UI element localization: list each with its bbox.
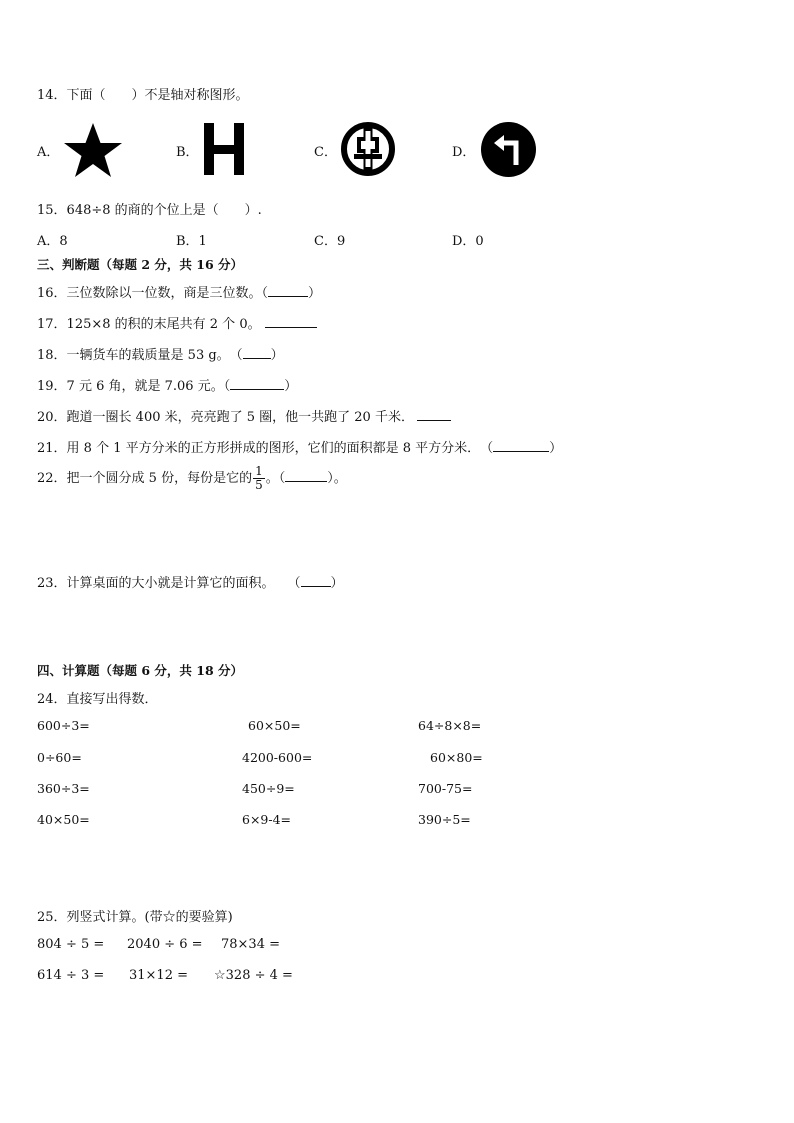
vertical-calc-item: 78×34 = — [221, 937, 281, 952]
calc-item: 700-75= — [418, 781, 473, 796]
section-3-title: 三、判断题（每题 2 分，共 16 分） — [37, 257, 244, 272]
q21-text: 21．用 8 个 1 平方分米的正方形拼成的图形，它们的面积都是 8 平方分米． （ — [37, 441, 494, 456]
vertical-calc-item: ☆328 ÷ 4 = — [214, 968, 293, 983]
calc-item: 60×50= — [248, 718, 301, 733]
q18 — [37, 344, 284, 363]
q21 — [37, 437, 562, 456]
q14-option-a-label: A． — [37, 145, 60, 160]
q23 — [37, 572, 344, 591]
q22-close: ）。 — [327, 471, 347, 486]
vertical-calc-item: 31×12 = — [129, 968, 189, 983]
q19-close: ） — [284, 379, 298, 394]
q17 — [37, 313, 317, 332]
q23-close: ） — [330, 576, 344, 591]
calc-item: 450÷9= — [242, 781, 295, 796]
q15-option-b: B．1 — [176, 234, 207, 249]
calc-item: 6×9-4= — [242, 812, 292, 827]
q22-text: 22．把一个圆分成 5 份，每份是它的 — [37, 471, 253, 486]
calc-item: 0÷60= — [37, 750, 82, 765]
q19 — [37, 375, 297, 394]
q15-option-c: C．9 — [314, 234, 346, 249]
calc-item: 40×50= — [37, 812, 90, 827]
calc-item: 360÷3= — [37, 781, 90, 796]
fraction-one-fifth — [253, 465, 265, 492]
fraction-numerator: 1 — [255, 464, 263, 478]
star-icon — [62, 122, 124, 178]
q15-text: 15．648÷8 的商的个位上是（ ）. — [37, 203, 262, 218]
calc-item: 390÷5= — [418, 812, 471, 827]
vertical-calc-item: 804 ÷ 5 = — [37, 937, 105, 952]
q16-text: 16．三位数除以一位数，商是三位数。（ — [37, 286, 269, 301]
turn-left-sign-icon — [480, 121, 537, 178]
q23-text: 23．计算桌面的大小就是计算它的面积。 （ — [37, 576, 301, 591]
q22 — [37, 465, 347, 492]
q15-option-a: A．8 — [37, 234, 68, 249]
q18-close: ） — [270, 348, 284, 363]
vertical-calc-item: 2040 ÷ 6 = — [127, 937, 203, 952]
answer-blank[interactable] — [493, 439, 549, 452]
q24-text: 24．直接写出得数． — [37, 692, 158, 707]
vertical-calc-item: 614 ÷ 3 = — [37, 968, 105, 983]
answer-blank[interactable] — [417, 408, 451, 421]
calc-item: 60×80= — [430, 750, 483, 765]
q15-option-d: D．0 — [452, 234, 484, 249]
answer-blank[interactable] — [230, 377, 284, 390]
q14-text: 14．下面（ ）不是轴对称图形。 — [37, 88, 249, 103]
q19-text: 19．7 元 6 角，就是 7.06 元。（ — [37, 379, 231, 394]
q18-text: 18．一辆货车的载质量是 53 g。 （ — [37, 348, 243, 363]
q21-close: ） — [549, 441, 563, 456]
calc-item: 600÷3= — [37, 718, 90, 733]
q14-option-c-label: C． — [314, 145, 337, 160]
q20-text: 20．跑道一圈长 400 米，亮亮跑了 5 圈，他一共跑了 20 千米． — [37, 410, 414, 425]
q16 — [37, 282, 321, 301]
q20 — [37, 406, 451, 425]
answer-blank[interactable] — [243, 346, 271, 359]
bank-logo-icon — [340, 121, 396, 177]
letter-h-icon — [201, 122, 247, 176]
answer-blank[interactable] — [268, 284, 308, 297]
calc-item: 4200-600= — [242, 750, 313, 765]
fraction-denominator: 5 — [255, 478, 263, 492]
answer-blank[interactable] — [265, 315, 317, 328]
answer-blank[interactable] — [285, 469, 327, 482]
calc-item: 64÷8×8= — [418, 718, 482, 733]
q22-open: 。（ — [265, 471, 286, 486]
q16-close: ） — [308, 286, 322, 301]
q25-text: 25．列竖式计算。(带☆的要验算) — [37, 910, 233, 925]
section-4-title: 四、计算题（每题 6 分，共 18 分） — [37, 663, 244, 678]
answer-blank[interactable] — [301, 574, 331, 587]
q14-option-d-label: D． — [452, 145, 476, 160]
q17-text: 17．125×8 的积的末尾共有 2 个 0。 — [37, 317, 261, 332]
q14-option-b-label: B． — [176, 145, 199, 160]
